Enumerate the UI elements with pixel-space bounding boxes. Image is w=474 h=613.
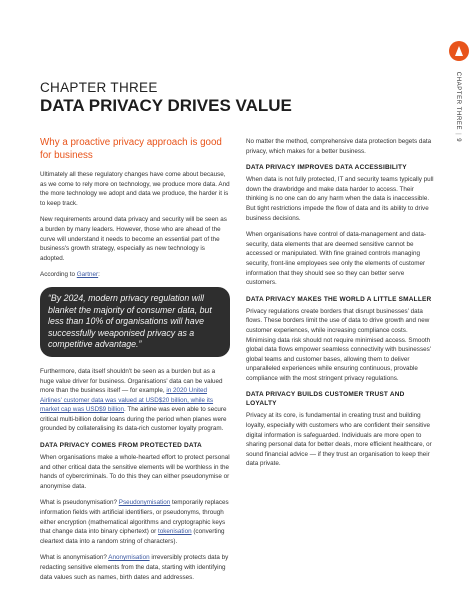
value-driver-paragraph	[40, 367, 230, 434]
heading-accessibility: DATA PRIVACY IMPROVES DATA ACCESSIBILITY	[246, 164, 407, 172]
heading-trust-loyalty: DATA PRIVACY BUILDS CUSTOMER TRUST AND LOYALTY	[246, 391, 405, 408]
regulations-paragraph: Privacy regulations create borders that disrupt businesses' data flows. These borders limit the use of data to drive growth and new customer experiences, while increasing compliance costs. Minimising data risk should not require minimised access. Smooth global data flows empower seamless connectivity with businesses' global teams and customer bases, allowing them to deliver unparalleled experiences while ensuring continuous, provable compliance with the most stringent privacy regulations.	[246, 307, 431, 382]
trust-paragraph: Privacy at its core, is fundamental in creating trust and building loyalty, especially with customers who are confident their sensitive digital information is safeguarded. Individuals are more open to sharing personal data for better deals, more efficient healthcare, or sound financial advice — if they trust an organisation to keep their data private.	[246, 412, 432, 468]
according-suffix: :	[98, 271, 100, 279]
control-paragraph: When organisations have control of data-management and data-security, data elements that are deemed sensitive cannot be accessed or manipulated. With fine grained controls managing security, front-line employees see only the elements of customer information that they should see so they can better serve customers.	[246, 231, 426, 287]
method-paragraph: No matter the method, comprehensive data protection begets data privacy, which makes for a better business.	[246, 138, 432, 155]
brand-logo-icon	[448, 40, 470, 62]
united-airlines-link[interactable]: in 2020 United Airlines' customer data was valued at USD$20 billion, while its market cap was USD$9 billion	[40, 387, 214, 414]
gartner-link[interactable]: Gartner	[76, 271, 99, 279]
pseudonymisation-paragraph	[40, 498, 230, 546]
according-line	[40, 270, 230, 280]
gartner-quote: “By 2024, modern privacy regulation will blanket the majority of consumer data, but less than 10% of organisations will have successfully weaponised privacy as a competitive advantage.”	[40, 287, 230, 357]
side-separator: |	[455, 133, 462, 136]
anon-text-b: irreversibly protects data by redacting sensitive elements from the data, starting with identifying data values such as names, birth dates and addresses.	[40, 554, 229, 581]
intro-paragraph: Ultimately all these regulatory changes have come about because, as we come to rely more on technology, we produce more data. And the more technology we adopt and data we produce, the harder it is to keep track.	[40, 171, 230, 207]
pseudo-text-b: temporarily replaces information fields with artificial identifiers, or pseudonyms, through either encryption (mathematical algorithms and cryptographic keys that change data into binary ciphertext) or	[40, 499, 229, 536]
page-number: 9	[455, 138, 462, 143]
anon-text-a: What is anonymisation?	[40, 554, 109, 562]
section-subtitle: Why a proactive privacy approach is good for business	[40, 137, 222, 161]
heading-protected-data: DATA PRIVACY COMES FROM PROTECTED DATA	[40, 442, 202, 450]
protected-data-paragraph: When organisations make a whole-hearted effort to protect personal and other critical data the sensitive elements will be worthless in the hands of cybercriminals. To do this they can either pseudonymise or anonymise data.	[40, 454, 230, 490]
right-column	[246, 137, 436, 476]
chapter-side-label	[449, 66, 467, 148]
requirements-paragraph: New requirements around data privacy and security will be seen as a burden by many leaders. However, those who are ahead of the curve will understand it needs to become an essential part of the business's growth strategy, especially as new technology is adopted.	[40, 216, 227, 262]
page-title: DATA PRIVACY DRIVES VALUE	[40, 96, 292, 115]
pseudo-text-c: (converting cleartext data into a random string of characters).	[40, 528, 225, 545]
left-column	[40, 137, 230, 589]
according-prefix: According to	[40, 271, 77, 279]
anonymisation-paragraph	[40, 553, 230, 582]
chapter-heading: CHAPTER THREE	[40, 80, 158, 95]
heading-world-smaller: DATA PRIVACY MAKES THE WORLD A LITTLE SMALLER	[246, 295, 432, 303]
tokenisation-link[interactable]: tokenisation	[157, 528, 192, 536]
value-text-a: Furthermore, data itself shouldn't be seen as a burden but as a huge value driver for business. Organisations' data can be valued more than the business itself — for example,	[40, 367, 223, 395]
accessibility-paragraph: When data is not fully protected, IT and security teams typically pull down the drawbridge and make data harder to access. Their thinking is no one can do any harm when the data is inaccessible. But tight restrictions impede the flow of data and its ability to drive business decisions.	[246, 176, 434, 222]
pseudonymisation-link[interactable]: Pseudonymisation	[118, 499, 171, 507]
value-text-b: . The airline was even able to secure critical multi-billion dollar loans during the period when planes were grounded by collateralising its data-rich customer loyalty program.	[40, 406, 227, 433]
side-chapter-label: CHAPTER THREE	[455, 71, 462, 131]
pseudo-text-a: What is pseudonymisation?	[40, 499, 119, 507]
anonymisation-link[interactable]: Anonymisation	[108, 554, 150, 562]
